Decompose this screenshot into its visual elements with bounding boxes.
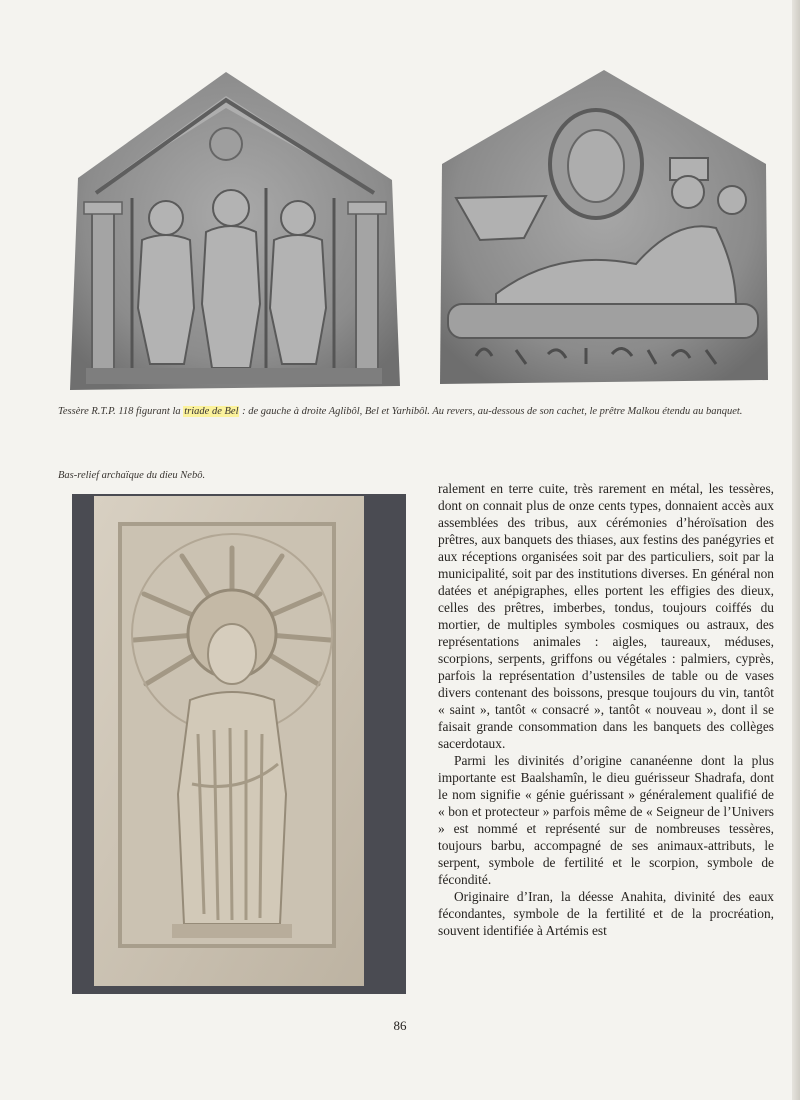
- page-number: 86: [393, 1018, 407, 1033]
- page-edge: [792, 0, 800, 1100]
- tessera-banquet-relief: [436, 68, 770, 398]
- body-text-column: [438, 480, 774, 939]
- highlighted-text: triade de Bel: [184, 406, 239, 417]
- nebo-caption: Bas-relief archaïque du dieu Nebô.: [58, 470, 206, 481]
- nebo-relief-photo: [72, 494, 406, 994]
- tessera-caption: Tessère R.T.P. 118 figurant la triade de Bel : de gauche à droite Aglibôl, Bel et Yarhibôl. Au revers, au-dessous de son cachet, le prêtre Malkou étendu au banquet.: [58, 406, 743, 417]
- body-paragraph: Parmi les divinités d’origine cananéenne dont la plus importante est Baalshamîn, le dieu guérisseur Shadrafa, dont le nom signifie « génie guérissant » généralement qualifié de « bon et protecteur » parfois même de « Seigneur de l’Univers » est nommé et représenté sur de nombreuses tessères, toujours barbu, accompagné de ses animaux-attributs, le serpent, symbole de fertilité et le scorpion, symbole de fécondité.: [438, 753, 774, 887]
- body-paragraph: ralement en terre cuite, très rarement en métal, les tessères, dont on connait plus de onze cents types, donnaient accès aux assemblées des tribus, aux cérémonies d’héroïsation des prêtres, aux banquets des thiases, aux festins des panégyries et aux réceptions organisées soit par des particuliers, soit par la municipalité, soit par des institutions diverses. En général non datées et anépigraphes, elles portent les effigies des dieux, celles des prêtres, imberbes, tondus, toujours coiffés du mortier, de multiples symboles cosmiques ou astraux, des représentations animales : aigles, taureaux, méduses, scorpions, serpents, griffons ou végétales : palmiers, cyprès, parfois la représentation d’ustensiles de table ou de vases divers contenant des boissons, presque toujours du vin, tantôt « saint », tantôt « consacré », tantôt « nouveau », dont il se faisait grande consommation dans les banquets des collèges sacerdotaux.: [438, 481, 774, 751]
- tessera-triad-relief: [66, 68, 402, 398]
- body-paragraph: Originaire d’Iran, la déesse Anahita, divinité des eaux fécondantes, symbole de la fertilité et de la procréation, souvent identifiée à Artémis est: [438, 889, 774, 938]
